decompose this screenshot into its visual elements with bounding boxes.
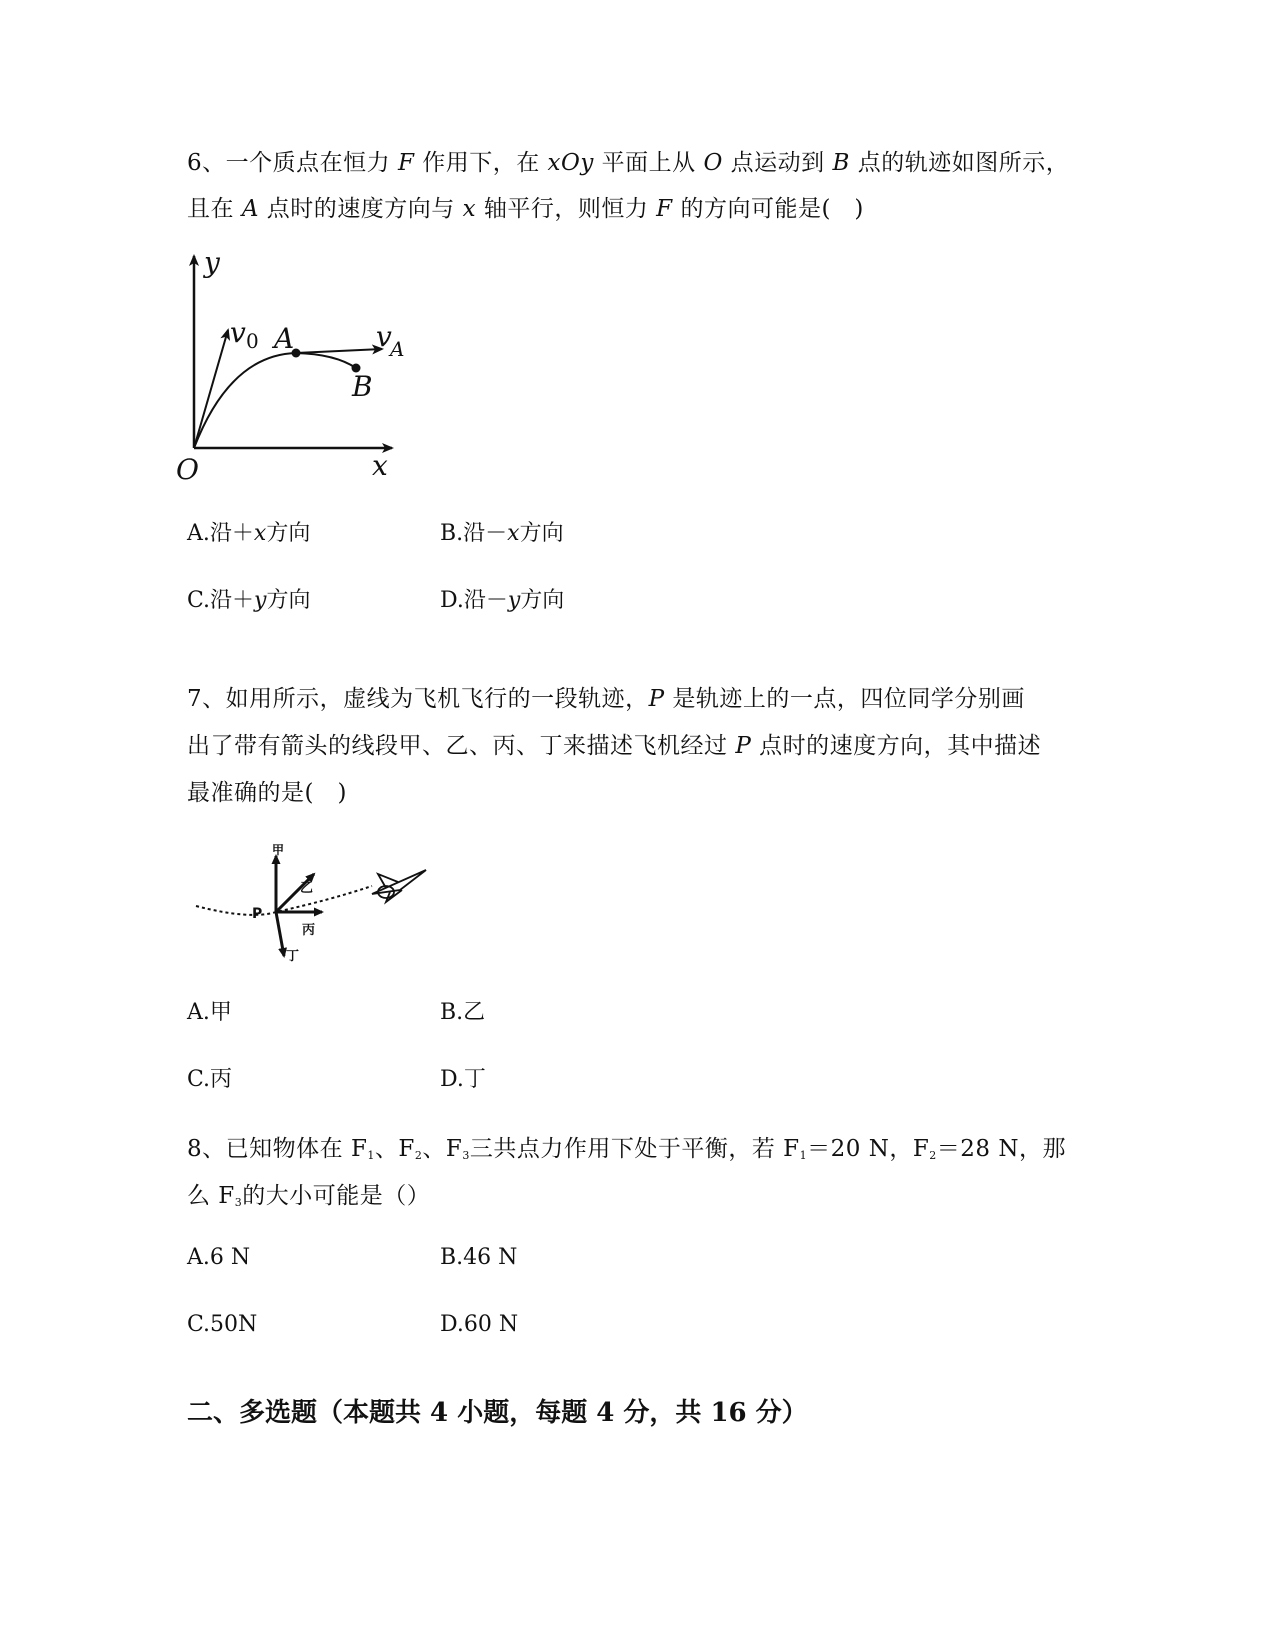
q7-option-a[interactable]: A.甲 — [187, 1000, 232, 1025]
q7-option-b[interactable]: B.乙 — [440, 1000, 486, 1025]
q6-option-c[interactable]: C.沿＋y方向 — [187, 588, 311, 613]
vA-arrow — [296, 349, 382, 353]
label-jia: 甲 — [272, 843, 285, 857]
q7-airplane-figure — [190, 840, 450, 964]
label-vA: v — [376, 320, 392, 353]
q7-line-1: 7、如用所示，虚线为飞机飞行的一段轨迹，P 是轨迹上的一点，四位同学分别画 — [187, 686, 1025, 712]
q8-option-a[interactable]: A.6 N — [187, 1245, 251, 1270]
q8-option-c[interactable]: C.50N — [187, 1312, 258, 1337]
q8-option-b[interactable]: B.46 N — [440, 1245, 518, 1270]
label-v0: v — [230, 316, 246, 349]
airplane-icon — [372, 870, 426, 902]
q6-line-1: 6、一个质点在恒力 F 作用下，在 xOy 平面上从 O 点运动到 B 点的轨迹如图所示， — [187, 150, 1070, 176]
label-O: O — [176, 453, 199, 486]
label-A: A — [274, 322, 295, 355]
label-P: P — [252, 906, 263, 922]
section-heading-multi-choice: 二、多选题（本题共 4 小题，每题 4 分，共 16 分） — [187, 1398, 808, 1428]
label-v0-sub: 0 — [246, 329, 259, 353]
q6-line-2: 且在 A 点时的速度方向与 x 轴平行，则恒力 F 的方向可能是( ) — [187, 196, 864, 222]
q8-line-1: 8、已知物体在 $F_1$、$F_2$、$F_3$三共点力作用下处于平衡，若 $F_1=20$ N，$F_2=28$ N，那 — [187, 1136, 1066, 1162]
label-vA-sub: A — [390, 337, 405, 361]
q6-option-d[interactable]: D.沿－y方向 — [440, 588, 565, 613]
q8-line-2: 么 $F_3$的大小可能是（） — [187, 1183, 431, 1209]
q8-option-d[interactable]: D.60 N — [440, 1312, 519, 1337]
q6-option-a[interactable]: A.沿＋x方向 — [187, 521, 311, 546]
arrow-ding — [276, 912, 284, 956]
label-bing: 丙 — [302, 923, 316, 938]
label-B: B — [352, 370, 373, 403]
q6-option-b[interactable]: B.沿－x方向 — [440, 521, 564, 546]
q6-trajectory-figure — [170, 246, 430, 500]
label-y: y — [204, 246, 220, 279]
label-x: x — [372, 449, 388, 482]
q7-line-3: 最准确的是( ) — [187, 780, 347, 806]
q7-option-c[interactable]: C.丙 — [187, 1067, 233, 1092]
label-ding: 丁 — [286, 949, 300, 964]
q7-line-2: 出了带有箭头的线段甲、乙、丙、丁来描述飞机经过 P 点时的速度方向，其中描述 — [187, 733, 1042, 759]
q7-option-d[interactable]: D.丁 — [440, 1067, 486, 1092]
label-yi: 乙 — [300, 881, 314, 896]
v0-arrow — [194, 330, 228, 448]
